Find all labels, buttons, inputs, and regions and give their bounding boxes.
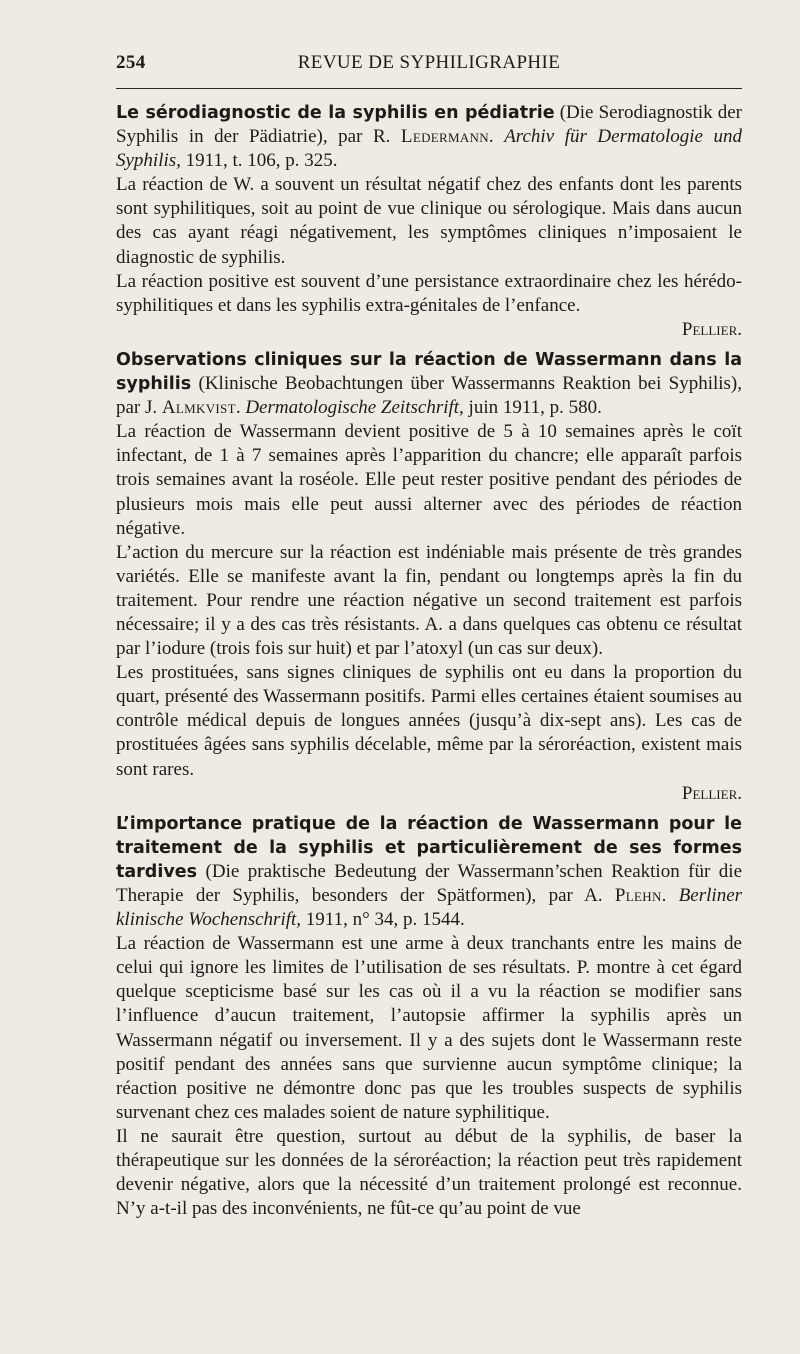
- article-author: Plehn: [614, 885, 662, 906]
- article-reference: juin 1911, p. 580.: [468, 397, 602, 419]
- paragraph: L’action du mercure sur la réaction est indéniable mais présente de très grandes variétés. Elle se manifeste avant la fin, pendant ou longtemps après la fin du traitement. Pour rendre une réaction négative un second traitement est parfois nécessaire; il y a des cas très résistants. A. a dans quelques cas obtenu ce résultat par l’iodure (trois fois sur huit) et par l’atoxyl (un cas sur deux).: [116, 541, 742, 660]
- article: [116, 812, 742, 1222]
- article-title: L’importance pratique de la réaction de Wassermann pour le traitement de la syphilis et particulièrement de ses formes tardives: [116, 813, 742, 882]
- running-head: [116, 52, 742, 82]
- article-original-title: (Klinische Beobachtungen über Wassermanns Reaktion bei Syphilis), par J.: [116, 373, 742, 419]
- article-heading: L’importance pratique de la réaction de Wassermann pour le traitement de la syphilis et particulièrement de ses formes tardives (Die praktische Bedeutung der Wassermann’schen Reaktion für die Therapie der Syphilis, besonders der Spätformen), par A. Plehn. Berliner klinische Wochenschrift, 1911, n° 34, p. 1544.: [116, 813, 743, 931]
- article-author: Almkvist: [161, 397, 236, 419]
- article-reference: 1911, t. 106, p. 325.: [185, 150, 338, 172]
- article-original-title: (Die praktische Bedeutung der Wassermann’schen Reaktion für die Therapie der Syphilis, besonders der Spätformen), par A.: [116, 860, 743, 906]
- article-title: Observations cliniques sur la réaction de Wassermann dans la syphilis: [116, 349, 742, 395]
- paragraph: La réaction de W. a souvent un résultat négatif chez des enfants dont les parents sont syphilitiques, soit au point de vue clinique ou sérologique. Mais dans aucun des cas ayant réagi négativement, les symptômes cliniques n’imposaient le diagnostic de syphilis.: [116, 174, 742, 268]
- article-title: Le sérodiagnostic de la syphilis en pédiatrie: [116, 103, 555, 123]
- paragraph: La réaction de Wassermann est une arme à deux tranchants entre les mains de celui qui ignore les limites de l’utilisation de ses résultats. P. montre à cet égard quelque scepticisme basé sur les cas où il a vu la réaction se modifier sans l’influence d’aucun traitement, l’autopsie affirmer la syphilis après un Wassermann négatif ou inversement. Il y a des sujets dont le Wassermann reste positif pendant des années sans que survienne aucun symptôme clinique; la réaction positive ne démontre donc pas que les troubles suspects de syphilis survenant chez ces malades soient de nature syphilitique.: [116, 933, 742, 1123]
- paragraph: Les prostituées, sans signes cliniques de syphilis ont eu dans la proportion du quart, présenté des Wassermann positifs. Parmi elles certaines étaient soumises au contrôle médical depuis de longues années (jusqu’à dix-sept ans). Les cas de prostituées âgées sans syphilis décelable, même par la séroréaction, existent mais sont rares.: [116, 662, 742, 780]
- article: [116, 348, 742, 806]
- paragraph: Il ne saurait être question, surtout au début de la syphilis, de baser la thérapeutique sur les données de la séroréaction; la réaction peut très rapidement devenir négative, alors que la nécessité d’un traitement prolongé est reconnue. N’y a-t-il pas des inconvénients, ne fût-ce qu’au point de vue: [116, 1125, 742, 1220]
- journal-title: REVUE DE SYPHILIGRAPHIE: [297, 52, 561, 73]
- page-number: 254: [116, 52, 146, 73]
- article-heading: Le sérodiagnostic de la syphilis en pédiatrie (Die Serodiagnostik der Syphilis in der Pädiatrie), par R. Ledermann. Archiv für Dermatologie und Syphilis, 1911, t. 106, p. 325.: [116, 102, 742, 172]
- article-original-title: (Die Serodiagnostik der Syphilis in der Pädiatrie), par R.: [116, 102, 742, 148]
- article-reference: 1911, n° 34, p. 1544.: [305, 909, 465, 931]
- article-signature: Pellier.: [681, 318, 742, 340]
- header-rule: [116, 88, 742, 89]
- article-author: Ledermann: [400, 126, 489, 148]
- paragraph: La réaction de Wassermann devient positive de 5 à 10 semaines après le coït infectant, de 1 à 7 semaines après l’apparition du chancre; elle apparaît parfois trois semaines avant la roséole. Elle peut rester positive pendant des périodes de plusieurs mois mais elle peut aussi alterner avec des périodes de réaction négative.: [116, 421, 742, 539]
- article-source: Archiv für Dermatologie und Syphilis,: [116, 126, 742, 172]
- article: [116, 101, 742, 342]
- paragraph: La réaction positive est souvent d’une persistance extraordinaire chez les hérédo-syphilitiques et dans les syphilis extra-génitales de l’enfance.: [116, 270, 742, 316]
- article-source: Berliner klinische Wochenschrift,: [116, 885, 743, 931]
- page-body: [116, 101, 742, 1221]
- article-source: Dermatologische Zeitschrift,: [245, 397, 464, 419]
- article-heading: Observations cliniques sur la réaction de Wassermann dans la syphilis (Klinische Beobachtungen über Wassermanns Reaktion bei Syphilis), par J. Almkvist. Dermatologische Zeitschrift, juin 1911, p. 580.: [116, 349, 742, 419]
- article-signature: Pellier.: [681, 782, 742, 804]
